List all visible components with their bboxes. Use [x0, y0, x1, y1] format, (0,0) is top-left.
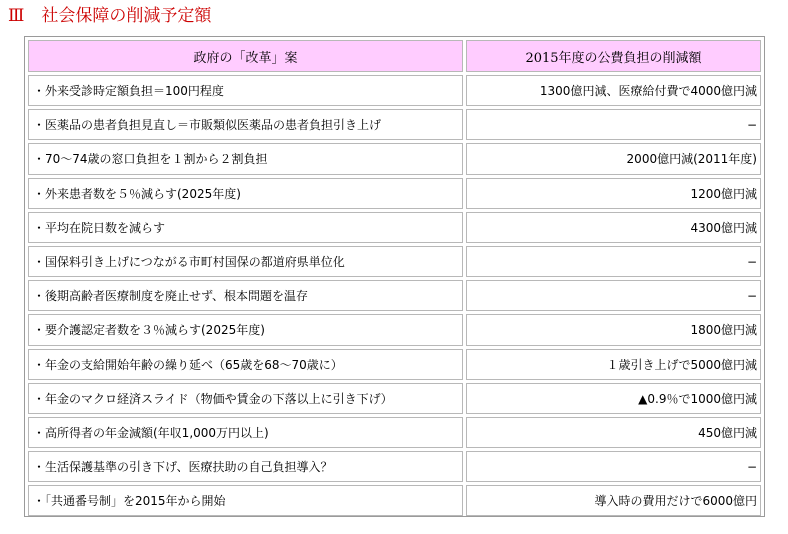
reduction-value: 1300億円減、医療給付費で4000億円減: [466, 75, 761, 106]
reduction-value: ▲0.9％で1000億円減: [466, 383, 761, 414]
reform-item: ・外来受診時定額負担＝100円程度: [28, 75, 463, 106]
table-row: [28, 383, 761, 414]
reform-item: ・年金の支給開始年齢の繰り延べ（65歳を68〜70歳に）: [28, 349, 463, 380]
reduction-value: −: [466, 246, 761, 277]
table-row: [28, 349, 761, 380]
header-reduction-amount: 2015年度の公費負担の削減額: [466, 40, 761, 72]
table-row: [28, 109, 761, 140]
table-row: [28, 451, 761, 482]
reform-item: ・後期高齢者医療制度を廃止せず、根本問題を温存: [28, 280, 463, 311]
reduction-value: 導入時の費用だけで6000億円: [466, 485, 761, 516]
reduction-value: −: [466, 109, 761, 140]
header-government-reform: 政府の「改革」案: [28, 40, 463, 72]
table-row: [28, 75, 761, 106]
reduction-value: １歳引き上げで5000億円減: [466, 349, 761, 380]
table-row: [28, 417, 761, 448]
reduction-value: 4300億円減: [466, 212, 761, 243]
table-row: [28, 178, 761, 209]
reduction-table: [25, 37, 764, 519]
reform-item: ・70〜74歳の窓口負担を１割から２割負担: [28, 143, 463, 174]
reduction-value: 2000億円減(2011年度): [466, 143, 761, 174]
table-row: [28, 485, 761, 516]
reform-item: ・平均在院日数を減らす: [28, 212, 463, 243]
reform-item: ・国保料引き上げにつながる市町村国保の都道府県単位化: [28, 246, 463, 277]
reduction-table-frame: [24, 36, 765, 517]
reform-item: ・外来患者数を５％減らす(2025年度): [28, 178, 463, 209]
reduction-value: −: [466, 451, 761, 482]
reform-item: ・生活保護基準の引き下げ、医療扶助の自己負担導入？: [28, 451, 463, 482]
reduction-value: 1200億円減: [466, 178, 761, 209]
reduction-value: 1800億円減: [466, 314, 761, 345]
reform-item: ・「共通番号制」を2015年から開始: [28, 485, 463, 516]
table-row: [28, 143, 761, 174]
reduction-value: 450億円減: [466, 417, 761, 448]
reform-item: ・高所得者の年金減額(年収1,000万円以上): [28, 417, 463, 448]
table-row: [28, 246, 761, 277]
table-header-row: [28, 40, 761, 72]
reduction-value: −: [466, 280, 761, 311]
reform-item: ・医薬品の患者負担見直し＝市販類似医薬品の患者負担引き上げ: [28, 109, 463, 140]
reform-item: ・要介護認定者数を３％減らす(2025年度): [28, 314, 463, 345]
reform-item: ・年金のマクロ経済スライド（物価や賃金の下落以上に引き下げ）: [28, 383, 463, 414]
page-title: Ⅲ 社会保障の削減予定額: [8, 6, 212, 26]
table-row: [28, 212, 761, 243]
table-row: [28, 280, 761, 311]
table-row: [28, 314, 761, 345]
